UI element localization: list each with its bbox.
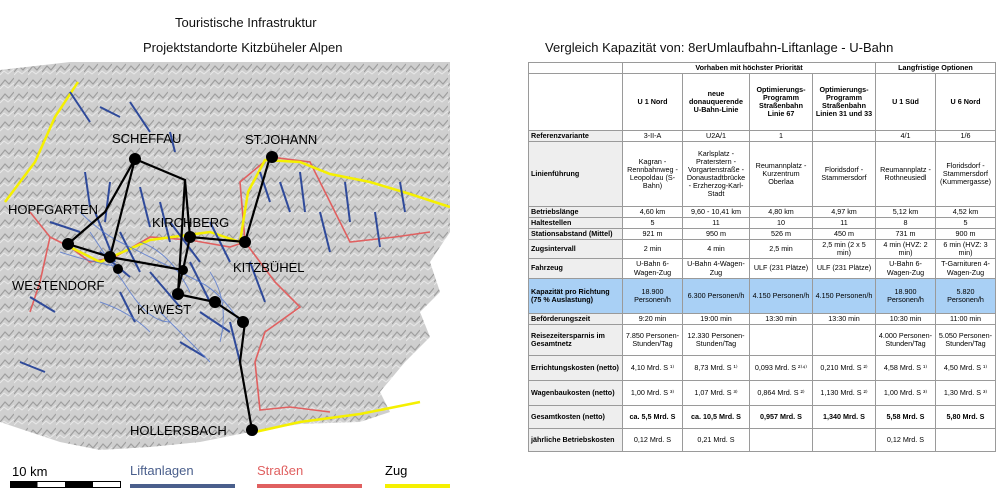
table-cell: 0,093 Mrd. S ²⁾⁴⁾ <box>750 356 812 380</box>
place-ki-west: KI-WEST <box>137 302 192 317</box>
table-cell: 0,21 Mrd. S <box>683 429 749 451</box>
table-cell: ca. 5,5 Mrd. S <box>623 406 682 428</box>
table-cell: 8 <box>876 218 935 228</box>
row-label: Betriebslänge <box>529 207 622 217</box>
table-cell: 7.850 Personen-Stunden/Tag <box>623 325 682 355</box>
table-cell: 2,5 min (2 x 5 min) <box>813 240 875 258</box>
legend-lifts-label: Liftanlagen <box>130 463 194 478</box>
table-cell: 3-II-A <box>623 131 682 141</box>
comparison-table-container <box>528 62 996 498</box>
table-cell: ULF (231 Plätze) <box>813 259 875 277</box>
table-cell: 1,30 Mrd. S ³⁾ <box>936 381 995 405</box>
table-cell <box>750 325 812 355</box>
table-cell: 13:30 min <box>750 314 812 324</box>
legend-roads-swatch <box>257 484 362 488</box>
row-label: Haltestellen <box>529 218 622 228</box>
table-cell: 2 min <box>623 240 682 258</box>
row-label: Beförderungszeit <box>529 314 622 324</box>
table-cell: ca. 10,5 Mrd. S <box>683 406 749 428</box>
column-header: Optimierungs-Programm Straßenbahn Linien 31 und 33 <box>813 74 875 130</box>
table-cell: 0,957 Mrd. S <box>750 406 812 428</box>
table-cell: 0,12 Mrd. S <box>623 429 682 451</box>
table-cell: 11 <box>813 218 875 228</box>
table-cell: 4,10 Mrd. S ¹⁾ <box>623 356 682 380</box>
legend-train-label: Zug <box>385 463 408 478</box>
legend-roads-label: Straßen <box>257 463 304 478</box>
table-cell <box>750 429 812 451</box>
place-kitzbuehel: KITZBÜHEL <box>233 260 305 275</box>
row-label: Linienführung <box>529 142 622 206</box>
table-cell: 1,07 Mrd. S ³⁾ <box>683 381 749 405</box>
table-cell: U-Bahn 6-Wagen-Zug <box>623 259 682 277</box>
table-cell: 526 m <box>750 229 812 239</box>
table-cell: 18.900 Personen/h <box>623 279 682 313</box>
column-header: Optimierungs-Programm Straßenbahn Linie 67 <box>750 74 812 130</box>
table-cell: Reumannplatz - Kurzentrum Oberlaa <box>750 142 812 206</box>
table-cell <box>813 131 875 141</box>
column-header: U 1 Süd <box>876 74 935 130</box>
table-cell: 5,58 Mrd. S <box>876 406 935 428</box>
table-cell: 731 m <box>876 229 935 239</box>
table-cell: 5,12 km <box>876 207 935 217</box>
table-cell: 1,130 Mrd. S ²⁾ <box>813 381 875 405</box>
table-cell: 9:20 min <box>623 314 682 324</box>
table-cell: 12.330 Personen-Stunden/Tag <box>683 325 749 355</box>
table-cell: 4,97 km <box>813 207 875 217</box>
table-cell: U-Bahn 6-Wagen-Zug <box>876 259 935 277</box>
table-cell: 5,80 Mrd. S <box>936 406 995 428</box>
row-label: Zugsintervall <box>529 240 622 258</box>
row-label: Reisezeitersparnis im Gesamtnetz <box>529 325 622 355</box>
corner-cell <box>529 63 622 73</box>
terrain-area <box>0 62 450 450</box>
table-cell: 4 min (HVZ: 2 min) <box>876 240 935 258</box>
row-label: Wagenbaukosten (netto) <box>529 381 622 405</box>
table-cell: 5.820 Personen/h <box>936 279 995 313</box>
scale-label: 10 km <box>12 464 48 479</box>
table-cell: 5.050 Personen-Stunden/Tag <box>936 325 995 355</box>
row-label: jährliche Betriebskosten <box>529 429 622 451</box>
map-title-line2: Projektstandorte Kitzbüheler Alpen <box>143 40 343 55</box>
table-cell: 4 min <box>683 240 749 258</box>
place-scheffau: SCHEFFAU <box>112 131 182 146</box>
table-cell: 13:30 min <box>813 314 875 324</box>
table-cell: Floridsdorf - Stammersdorf <box>813 142 875 206</box>
place-kirchberg: KIRCHBERG <box>152 215 230 230</box>
row-label: Kapazität pro Richtung (75 % Auslastung) <box>529 279 622 313</box>
table-cell: 950 m <box>683 229 749 239</box>
row-label: Gesamtkosten (netto) <box>529 406 622 428</box>
table-cell: 450 m <box>813 229 875 239</box>
table-title: Vergleich Kapazität von: 8erUmlaufbahn-Liftanlage - U-Bahn <box>545 40 894 55</box>
table-cell: 6 min (HVZ: 3 min) <box>936 240 995 258</box>
row-label: Stationsabstand (Mittel) <box>529 229 622 239</box>
table-cell: 1,00 Mrd. S ³⁾ <box>876 381 935 405</box>
comparison-table <box>528 62 996 452</box>
table-cell: 1,340 Mrd. S <box>813 406 875 428</box>
table-cell: 5 <box>623 218 682 228</box>
place-st-johann: ST.JOHANN <box>245 132 318 147</box>
table-cell: Floridsdorf - Stammersdorf (Kummergasse) <box>936 142 995 206</box>
group-header-priority: Vorhaben mit höchster Priorität <box>623 63 875 73</box>
table-cell: 8,73 Mrd. S ¹⁾ <box>683 356 749 380</box>
table-cell: 921 m <box>623 229 682 239</box>
place-westendorf: WESTENDORF <box>12 278 105 293</box>
table-cell: 6.300 Personen/h <box>683 279 749 313</box>
table-cell: 0,12 Mrd. S <box>876 429 935 451</box>
table-cell: Kagran - Rennbahnweg - Leopoldau (S-Bahn) <box>623 142 682 206</box>
table-cell: 4/1 <box>876 131 935 141</box>
table-cell: U-Bahn 4-Wagen-Zug <box>683 259 749 277</box>
group-header-longterm: Langfristige Optionen <box>876 63 995 73</box>
scale-bar <box>10 481 122 489</box>
table-cell: Karlsplatz - Praterstern - Vorgartenstraße - Donaustadtbrücke - Erzherzog-Karl-Stadt <box>683 142 749 206</box>
row-label: Errichtungskosten (netto) <box>529 356 622 380</box>
place-hollersbach: HOLLERSBACH <box>130 423 227 438</box>
table-cell: 1 <box>750 131 812 141</box>
row-label: Referenzvariante <box>529 131 622 141</box>
column-header: U 6 Nord <box>936 74 995 130</box>
table-cell: T-Garnituren 4-Wagen-Zug <box>936 259 995 277</box>
legend-train-swatch <box>385 484 450 488</box>
table-cell: 2,5 min <box>750 240 812 258</box>
table-cell: 1,00 Mrd. S ³⁾ <box>623 381 682 405</box>
relief-map <box>0 62 450 462</box>
table-cell: 900 m <box>936 229 995 239</box>
table-cell: 4,52 km <box>936 207 995 217</box>
table-cell <box>936 429 995 451</box>
legend-lifts-swatch <box>130 484 235 488</box>
column-header: neue donauquerende U-Bahn-Linie <box>683 74 749 130</box>
map-title-line1: Touristische Infrastruktur <box>175 15 317 30</box>
table-cell: Reumannplatz - Rothneusiedl <box>876 142 935 206</box>
table-cell: 11 <box>683 218 749 228</box>
table-cell: 10:30 min <box>876 314 935 324</box>
table-cell <box>813 429 875 451</box>
row-label: Fahrzeug <box>529 259 622 277</box>
table-cell: 4.150 Personen/h <box>813 279 875 313</box>
table-cell: 5 <box>936 218 995 228</box>
table-cell: 0,864 Mrd. S ²⁾ <box>750 381 812 405</box>
table-cell: 9,60 - 10,41 km <box>683 207 749 217</box>
table-cell <box>813 325 875 355</box>
table-cell: 1/6 <box>936 131 995 141</box>
table-cell: 4,58 Mrd. S ¹⁾ <box>876 356 935 380</box>
table-cell: 11:00 min <box>936 314 995 324</box>
table-cell: ULF (231 Plätze) <box>750 259 812 277</box>
table-cell: 4,50 Mrd. S ¹⁾ <box>936 356 995 380</box>
table-cell: 19:00 min <box>683 314 749 324</box>
corner-cell <box>529 74 622 130</box>
table-cell: 4,60 km <box>623 207 682 217</box>
table-cell: U2A/1 <box>683 131 749 141</box>
place-hopfgarten: HOPFGARTEN <box>8 202 99 217</box>
table-cell: 4.150 Personen/h <box>750 279 812 313</box>
table-cell: 0,210 Mrd. S ²⁾ <box>813 356 875 380</box>
table-cell: 4,80 km <box>750 207 812 217</box>
column-header: U 1 Nord <box>623 74 682 130</box>
table-cell: 10 <box>750 218 812 228</box>
table-cell: 18.900 Personen/h <box>876 279 935 313</box>
table-cell: 4.000 Personen-Stunden/Tag <box>876 325 935 355</box>
